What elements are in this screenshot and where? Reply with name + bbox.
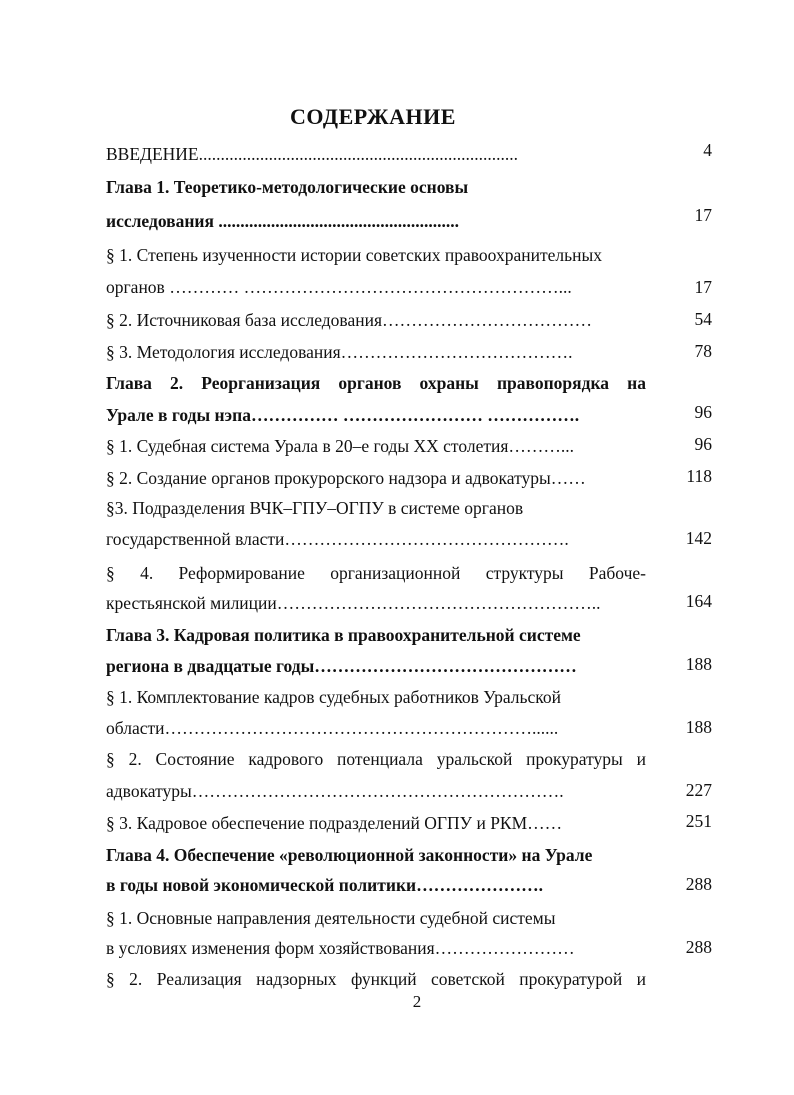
toc-section-1-2: § 2. Источниковая база исследования……………………………… bbox=[106, 310, 592, 330]
toc-page-section-1-3: 78 bbox=[694, 341, 712, 361]
toc-page-section-3-2: 227 bbox=[685, 780, 712, 800]
toc-section-4-2: § 2. Реализация надзорных функций советской прокуратурой и bbox=[106, 969, 646, 989]
toc-page-section-2-2: 118 bbox=[686, 466, 712, 486]
toc-section-2-4-cont: крестьянской милиции……………………………………………….. bbox=[106, 593, 601, 613]
toc-section-3-2: § 2. Состояние кадрового потенциала уральской прокуратуры и bbox=[106, 749, 646, 769]
toc-page-section-3-3: 251 bbox=[685, 811, 712, 831]
toc-page-chapter-3: 188 bbox=[685, 654, 712, 674]
toc-page-section-2-1: 96 bbox=[694, 434, 712, 454]
toc-page-section-1-1: 17 bbox=[694, 277, 712, 297]
toc-chapter-4-title-cont: в годы новой экономической политики…………………. bbox=[106, 875, 543, 895]
toc-section-3-1: § 1. Комплектование кадров судебных работников Уральской bbox=[106, 687, 561, 707]
page-number: 2 bbox=[412, 992, 422, 1011]
toc-section-2-2: § 2. Создание органов прокурорского надзора и адвокатуры…… bbox=[106, 468, 586, 488]
toc-section-2-4: § 4. Реформирование организационной структуры Рабоче- bbox=[106, 563, 646, 583]
toc-page-chapter-2: 96 bbox=[694, 402, 712, 422]
toc-page-section-1-2: 54 bbox=[694, 309, 712, 329]
toc-page-section-3-1: 188 bbox=[685, 717, 712, 737]
toc-section-2-1: § 1. Судебная система Урала в 20–е годы XX столетия………... bbox=[106, 436, 575, 456]
toc-page-chapter-1: 17 bbox=[694, 205, 712, 225]
toc-chapter-3-title-cont: региона в двадцатые годы……………………………………… bbox=[106, 656, 577, 676]
toc-chapter-2-title-cont: Урале в годы нэпа…………… …………………… ……………. bbox=[106, 405, 580, 425]
toc-section-1-1-cont: органов ………… ………………………………………………... bbox=[106, 277, 572, 297]
toc-chapter-1-title-cont: исследования ....................................................... bbox=[106, 211, 459, 231]
toc-page-section-2-4: 164 bbox=[685, 591, 712, 611]
toc-section-3-1-cont: области………………………………………………………...... bbox=[106, 718, 559, 738]
toc-section-3-3: § 3. Кадровое обеспечение подразделений ОГПУ и РКМ…… bbox=[106, 813, 563, 833]
toc-section-2-3: §3. Подразделения ВЧК–ГПУ–ОГПУ в системе органов bbox=[106, 498, 524, 518]
toc-section-2-3-cont: государственной власти…………………………………………. bbox=[106, 529, 569, 549]
toc-page-introduction: 4 bbox=[703, 140, 712, 160]
toc-section-1-1: § 1. Степень изученности истории советских правоохранительных bbox=[106, 245, 602, 265]
toc-page-section-2-3: 142 bbox=[685, 528, 712, 548]
toc-page-chapter-4: 288 bbox=[685, 874, 712, 894]
toc-section-4-1: § 1. Основные направления деятельности судебной системы bbox=[106, 908, 556, 928]
page-title: СОДЕРЖАНИЕ bbox=[290, 104, 456, 129]
toc-chapter-4-title: Глава 4. Обеспечение «революционной законности» на Урале bbox=[106, 845, 593, 865]
toc-section-1-3: § 3. Методология исследования…………………………………. bbox=[106, 342, 573, 362]
toc-section-3-2-cont: адвокатуры………………………………………………………. bbox=[106, 781, 564, 801]
toc-line-introduction: ВВЕДЕНИЕ......................................................................... bbox=[106, 144, 519, 164]
toc-section-4-1-cont: в условиях изменения форм хозяйствования…………………… bbox=[106, 938, 575, 958]
toc-chapter-1-title: Глава 1. Теоретико-методологические основы bbox=[106, 177, 469, 197]
toc-chapter-2-title: Глава 2. Реорганизация органов охраны правопорядка на bbox=[106, 373, 646, 393]
toc-page-section-4-1: 288 bbox=[685, 937, 712, 957]
toc-chapter-3-title: Глава 3. Кадровая политика в правоохранительной системе bbox=[106, 625, 581, 645]
